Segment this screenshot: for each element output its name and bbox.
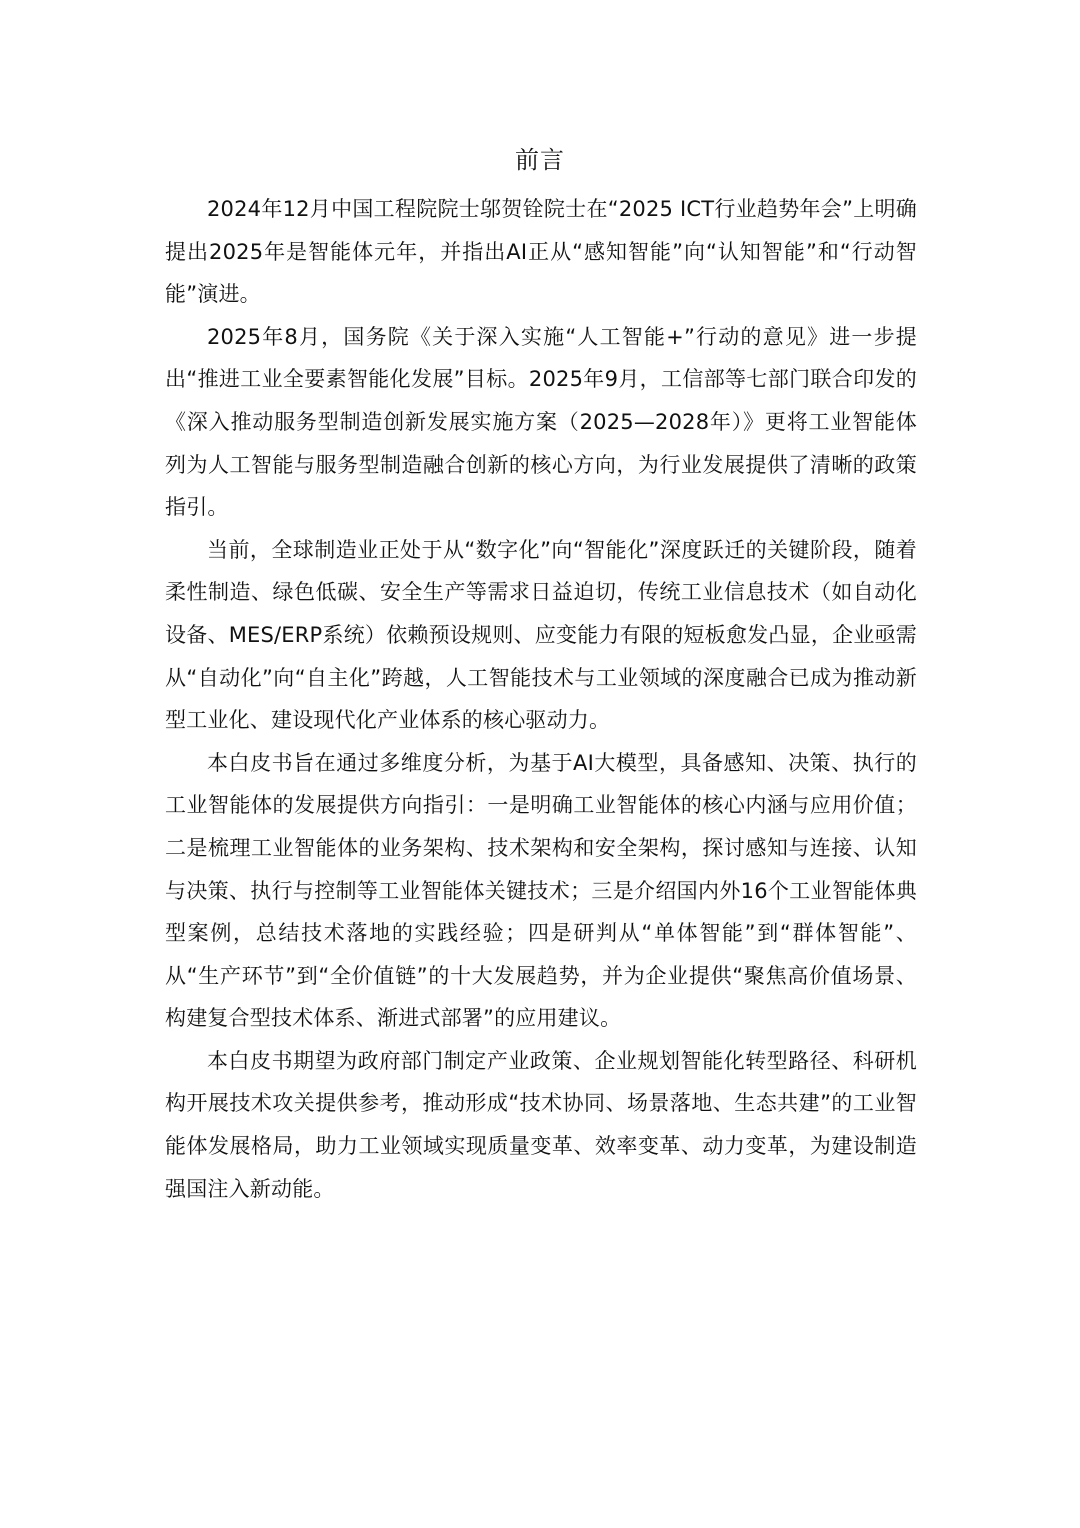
paragraph: 本白皮书旨在通过多维度分析，为基于AI大模型，具备感知、决策、执行的工业智能体的发展提供方向指引：一是明确工业智能体的核心内涵与应用价值；二是梳理工业智能体的业务架构、技术架构和安全架构，探讨感知与连接、认知与决策、执行与控制等工业智能体关键技术；三是介绍国内外16个工业智能体典型案例，总结技术落地的实践经验；四是研判从“单体智能”到“群体智能”、从“生产环节”到“全价值链”的十大发展趋势，并为企业提供“聚焦高价值场景、构建复合型技术体系、渐进式部署”的应用建议。 [165, 750, 917, 1031]
page-title: 前言 [515, 146, 565, 174]
paragraph: 2025年8月，国务院《关于深入实施“人工智能+”行动的意见》进一步提出“推进工业全要素智能化发展”目标。2025年9月，工信部等七部门联合印发的《深入推动服务型制造创新发展实施方案（2025—2028年）》更将工业智能体列为人工智能与服务型制造融合创新的核心方向，为行业发展提供了清晰的政策指引。 [165, 324, 917, 520]
paragraph: 2024年12月中国工程院院士邬贺铨院士在“2025 ICT行业趋势年会”上明确提出2025年是智能体元年，并指出AI正从“感知智能”向“认知智能”和“行动智能”演进。 [165, 197, 917, 307]
document-body [165, 188, 917, 1210]
paragraph: 本白皮书期望为政府部门制定产业政策、企业规划智能化转型路径、科研机构开展技术攻关提供参考，推动形成“技术协同、场景落地、生态共建”的工业智能体发展格局，助力工业领域实现质量变革、效率变革、动力变革，为建设制造强国注入新动能。 [165, 1048, 917, 1201]
paragraph: 当前，全球制造业正处于从“数字化”向“智能化”深度跃迁的关键阶段，随着柔性制造、绿色低碳、安全生产等需求日益迫切，传统工业信息技术（如自动化设备、MES/ERP系统）依赖预设规则、应变能力有限的短板愈发凸显，企业亟需从“自动化”向“自主化”跨越，人工智能技术与工业领域的深度融合已成为推动新型工业化、建设现代化产业体系的核心驱动力。 [165, 537, 917, 733]
